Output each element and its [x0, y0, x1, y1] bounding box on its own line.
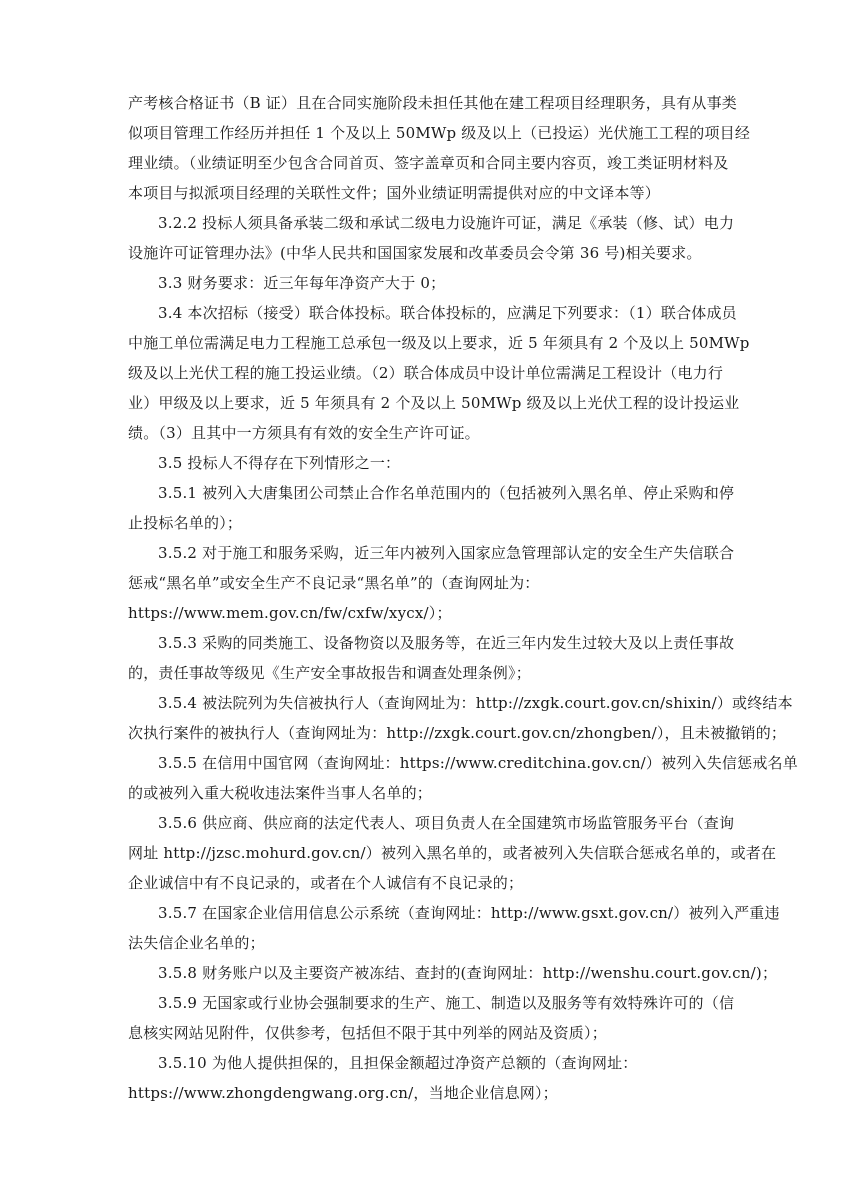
- text-line: 3.5.7 在国家企业信用信息公示系统（查询网址：http://www.gsxt.gov.cn/）被列入严重违: [158, 904, 780, 922]
- text-line: 本项目与拟派项目经理的关联性文件；国外业绩证明需提供对应的中文译本等）: [128, 184, 661, 202]
- text-line: 网址 http://jzsc.mohurd.gov.cn/）被列入黑名单的，或者被列入失信联合惩戒名单的，或者在: [128, 844, 777, 862]
- text-line: 3.2.2 投标人须具备承装二级和承试二级电力设施许可证，满足《承装（修、试）电力: [158, 214, 735, 232]
- text-line: 3.4 本次招标（接受）联合体投标。联合体投标的，应满足下列要求：（1）联合体成员: [158, 304, 737, 322]
- text-line: https://www.mem.gov.cn/fw/cxfw/xycx/）；: [128, 604, 452, 622]
- text-line: https://www.zhongdengwang.org.cn/，当地企业信息网）；: [128, 1084, 558, 1102]
- text-line: 3.5.2 对于施工和服务采购，近三年内被列入国家应急管理部认定的安全生产失信联合: [158, 544, 735, 562]
- text-line: 3.5.10 为他人提供担保的，且担保金额超过净资产总额的（查询网址：: [158, 1054, 638, 1072]
- text-line: 3.5.9 无国家或行业协会强制要求的生产、施工、制造以及服务等有效特殊许可的（信: [158, 994, 735, 1012]
- text-line: 的，责任事故等级见《生产安全事故报告和调查处理条例》；: [128, 664, 531, 682]
- text-line: 3.5.1 被列入大唐集团公司禁止合作名单范围内的（包括被列入黑名单、停止采购和停: [158, 484, 735, 502]
- text-line: 次执行案件的被执行人（查询网址为：http://zxgk.court.gov.cn/zhongben/），且未被撤销的；: [128, 724, 787, 742]
- text-line: 似项目管理工作经历并担任 1 个及以上 50MWp 级及以上（已投运）光伏施工工程的项目经: [128, 124, 751, 142]
- text-line: 止投标名单的）；: [128, 514, 243, 532]
- document-body: [128, 88, 798, 1108]
- text-line: 级及以上光伏工程的施工投运业绩。（2）联合体成员中设计单位需满足工程设计（电力行: [128, 364, 724, 382]
- text-line: 3.3 财务要求：近三年每年净资产大于 0；: [158, 274, 446, 292]
- text-line: 3.5 投标人不得存在下列情形之一：: [158, 454, 401, 472]
- text-line: 设施许可证管理办法》(中华人民共和国国家发展和改革委员会令第 36 号)相关要求。: [128, 244, 702, 262]
- text-line: 绩。（3）且其中一方须具有有效的安全生产许可证。: [128, 424, 480, 442]
- text-line: 3.5.5 在信用中国官网（查询网址：https://www.creditchina.gov.cn/）被列入失信惩戒名单: [158, 754, 798, 772]
- text-line: 3.5.3 采购的同类施工、设备物资以及服务等，在近三年内发生过较大及以上责任事故: [158, 634, 735, 652]
- text-line: 的或被列入重大税收违法案件当事人名单的；: [128, 784, 433, 802]
- text-line: 3.5.8 财务账户以及主要资产被冻结、查封的(查询网址：http://wenshu.court.gov.cn/)；: [158, 964, 778, 982]
- text-line: 理业绩。（业绩证明至少包含合同首页、签字盖章页和合同主要内容页，竣工类证明材料及: [128, 154, 729, 172]
- text-line: 惩戒“黑名单”或安全生产不良记录“黑名单”的（查询网址为：: [128, 574, 540, 592]
- text-line: 3.5.4 被法院列为失信被执行人（查询网址为：http://zxgk.court.gov.cn/shixin/）或终结本: [158, 694, 793, 712]
- text-line: 产考核合格证书（B 证）且在合同实施阶段未担任其他在建工程项目经理职务，具有从事类: [128, 94, 737, 112]
- text-line: 业）甲级及以上要求，近 5 年须具有 2 个及以上 50MWp 级及以上光伏工程的设计投运业: [128, 394, 740, 412]
- text-line: 法失信企业名单的；: [128, 934, 265, 952]
- text-line: 中施工单位需满足电力工程施工总承包一级及以上要求，近 5 年须具有 2 个及以上 50MWp: [128, 334, 750, 352]
- text-line: 企业诚信中有不良记录的，或者在个人诚信有不良记录的；: [128, 874, 524, 892]
- text-line: 3.5.6 供应商、供应商的法定代表人、项目负责人在全国建筑市场监管服务平台（查询: [158, 814, 735, 832]
- text-line: 息核实网站见附件，仅供参考，包括但不限于其中列举的网站及资质）；: [128, 1024, 607, 1042]
